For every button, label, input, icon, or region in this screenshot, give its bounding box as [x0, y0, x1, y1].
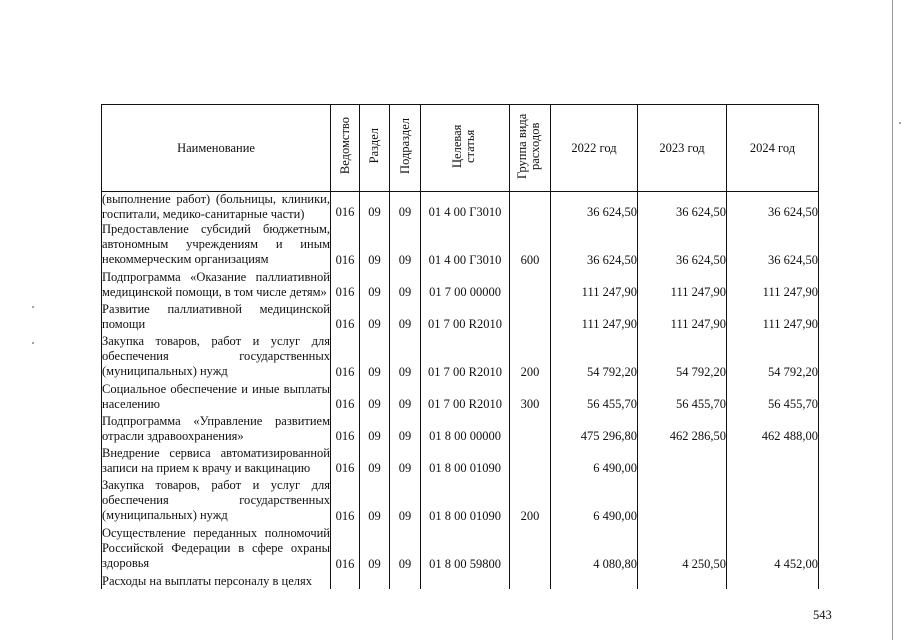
header-podrazdel: Подраздел [390, 105, 421, 192]
row-tselevaya-statya: 01 8 00 59800 [421, 526, 510, 574]
table-row [102, 526, 819, 574]
row-amount-2023: 111 247,90 [638, 302, 727, 334]
header-gruppa-vida: Группа вида расходов [510, 105, 551, 192]
row-amount-2023: 56 455,70 [638, 382, 727, 414]
row-gruppa-vida: 200 [510, 478, 551, 526]
row-gruppa-vida [510, 446, 551, 478]
header-tselevaya-statya: Целевая статья [421, 105, 510, 192]
row-amount-2023: 111 247,90 [638, 270, 727, 302]
row-podrazdel: 09 [390, 446, 421, 478]
row-name: Внедрение сервиса автоматизированной записи на прием к врачу и вакцинацию [102, 446, 331, 478]
table-row [102, 334, 819, 382]
row-amount-2022: 36 624,50 [551, 192, 638, 223]
row-tselevaya-statya: 01 7 00 R2010 [421, 302, 510, 334]
row-amount-2024: 4 452,00 [727, 526, 819, 574]
row-name: Развитие паллиативной медицинской помощи [102, 302, 331, 334]
row-name: Закупка товаров, работ и услуг для обеспечения государственных (муниципальных) нужд [102, 334, 331, 382]
row-podrazdel: 09 [390, 270, 421, 302]
row-name: Предоставление субсидий бюджетным, автономным учреждениям и иным некоммерческим организациям [102, 222, 331, 270]
row-amount-2022: 54 792,20 [551, 334, 638, 382]
row-podrazdel: 09 [390, 222, 421, 270]
row-podrazdel: 09 [390, 382, 421, 414]
row-amount-2024: 56 455,70 [727, 382, 819, 414]
row-vedomstvo: 016 [331, 446, 360, 478]
row-amount-2022: 475 296,80 [551, 414, 638, 446]
header-2023: 2023 год [638, 105, 727, 192]
header-2022: 2022 год [551, 105, 638, 192]
row-tselevaya-statya: 01 7 00 R2010 [421, 382, 510, 414]
row-razdel: 09 [360, 192, 390, 223]
scan-speck [32, 306, 34, 308]
row-tselevaya-statya: 01 8 00 01090 [421, 446, 510, 478]
row-gruppa-vida [510, 192, 551, 223]
row-razdel: 09 [360, 270, 390, 302]
row-razdel: 09 [360, 222, 390, 270]
table-row [102, 414, 819, 446]
row-name: (выполнение работ) (больницы, клиники, госпитали, медико-санитарные части) [102, 192, 330, 221]
row-vedomstvo: 016 [331, 478, 360, 526]
row-razdel: 09 [360, 414, 390, 446]
row-podrazdel: 09 [390, 478, 421, 526]
row-gruppa-vida [510, 302, 551, 334]
scan-speck [899, 122, 901, 124]
row-tselevaya-statya: 01 8 00 00000 [421, 414, 510, 446]
row-amount-2024: 36 624,50 [727, 192, 819, 223]
row-amount-2024 [727, 446, 819, 478]
row-vedomstvo [331, 574, 360, 589]
row-gruppa-vida [510, 574, 551, 589]
row-podrazdel: 09 [390, 526, 421, 574]
row-razdel: 09 [360, 478, 390, 526]
scan-speck [32, 342, 34, 344]
row-vedomstvo: 016 [331, 270, 360, 302]
row-amount-2024 [727, 478, 819, 526]
row-amount-2022: 56 455,70 [551, 382, 638, 414]
row-name: Подпрограмма «Оказание паллиативной медицинской помощи, в том числе детям» [102, 270, 331, 302]
row-razdel: 09 [360, 334, 390, 382]
row-amount-2023: 36 624,50 [638, 192, 727, 223]
table-header-row [102, 105, 819, 192]
row-tselevaya-statya: 01 8 00 01090 [421, 478, 510, 526]
row-gruppa-vida [510, 270, 551, 302]
row-amount-2023 [638, 574, 727, 589]
table-row [102, 478, 819, 526]
row-razdel: 09 [360, 382, 390, 414]
header-vedomstvo: Ведомство [331, 105, 360, 192]
row-amount-2022 [551, 574, 638, 589]
table-row [102, 574, 819, 589]
row-amount-2024: 36 624,50 [727, 222, 819, 270]
row-name: Социальное обеспечение и иные выплаты населению [102, 382, 331, 414]
row-gruppa-vida [510, 414, 551, 446]
table-row [102, 222, 819, 270]
row-amount-2023: 36 624,50 [638, 222, 727, 270]
row-tselevaya-statya: 01 4 00 Г3010 [421, 222, 510, 270]
row-amount-2022: 4 080,80 [551, 526, 638, 574]
row-amount-2022: 36 624,50 [551, 222, 638, 270]
row-vedomstvo: 016 [331, 192, 360, 223]
row-name: Расходы на выплаты персоналу в целях [102, 574, 331, 589]
header-2024: 2024 год [727, 105, 819, 192]
row-gruppa-vida [510, 526, 551, 574]
budget-table [101, 104, 819, 589]
table-row [102, 192, 819, 223]
scan-edge-line [892, 0, 893, 640]
row-amount-2023 [638, 446, 727, 478]
row-vedomstvo: 016 [331, 382, 360, 414]
row-gruppa-vida: 200 [510, 334, 551, 382]
table-row [102, 302, 819, 334]
row-amount-2022: 6 490,00 [551, 446, 638, 478]
row-podrazdel: 09 [390, 414, 421, 446]
row-podrazdel: 09 [390, 192, 421, 223]
table-row [102, 382, 819, 414]
row-razdel: 09 [360, 302, 390, 334]
row-amount-2024 [727, 574, 819, 589]
row-vedomstvo: 016 [331, 414, 360, 446]
row-razdel: 09 [360, 446, 390, 478]
row-amount-2023 [638, 478, 727, 526]
row-podrazdel: 09 [390, 334, 421, 382]
row-vedomstvo: 016 [331, 302, 360, 334]
row-amount-2022: 111 247,90 [551, 270, 638, 302]
table-row [102, 270, 819, 302]
row-amount-2024: 111 247,90 [727, 302, 819, 334]
row-amount-2023: 4 250,50 [638, 526, 727, 574]
row-amount-2022: 6 490,00 [551, 478, 638, 526]
row-tselevaya-statya: 01 7 00 00000 [421, 270, 510, 302]
row-vedomstvo: 016 [331, 526, 360, 574]
header-razdel: Раздел [360, 105, 390, 192]
header-name: Наименование [102, 105, 331, 192]
row-tselevaya-statya: 01 4 00 Г3010 [421, 192, 510, 223]
row-vedomstvo: 016 [331, 222, 360, 270]
row-amount-2022: 111 247,90 [551, 302, 638, 334]
row-name: Осуществление переданных полномочий Российской Федерации в сфере охраны здоровья [102, 526, 331, 574]
row-name: Закупка товаров, работ и услуг для обеспечения государственных (муниципальных) нужд [102, 478, 331, 526]
row-razdel [360, 574, 390, 589]
row-vedomstvo: 016 [331, 334, 360, 382]
row-amount-2024: 54 792,20 [727, 334, 819, 382]
row-tselevaya-statya: 01 7 00 R2010 [421, 334, 510, 382]
row-amount-2024: 462 488,00 [727, 414, 819, 446]
row-tselevaya-statya [421, 574, 510, 589]
row-amount-2024: 111 247,90 [727, 270, 819, 302]
row-podrazdel [390, 574, 421, 589]
row-razdel: 09 [360, 526, 390, 574]
table-row [102, 446, 819, 478]
row-gruppa-vida: 300 [510, 382, 551, 414]
row-gruppa-vida: 600 [510, 222, 551, 270]
row-amount-2023: 54 792,20 [638, 334, 727, 382]
page-number: 543 [813, 608, 832, 622]
row-name: Подпрограмма «Управление развитием отрасли здравоохранения» [102, 414, 331, 446]
row-podrazdel: 09 [390, 302, 421, 334]
row-amount-2023: 462 286,50 [638, 414, 727, 446]
